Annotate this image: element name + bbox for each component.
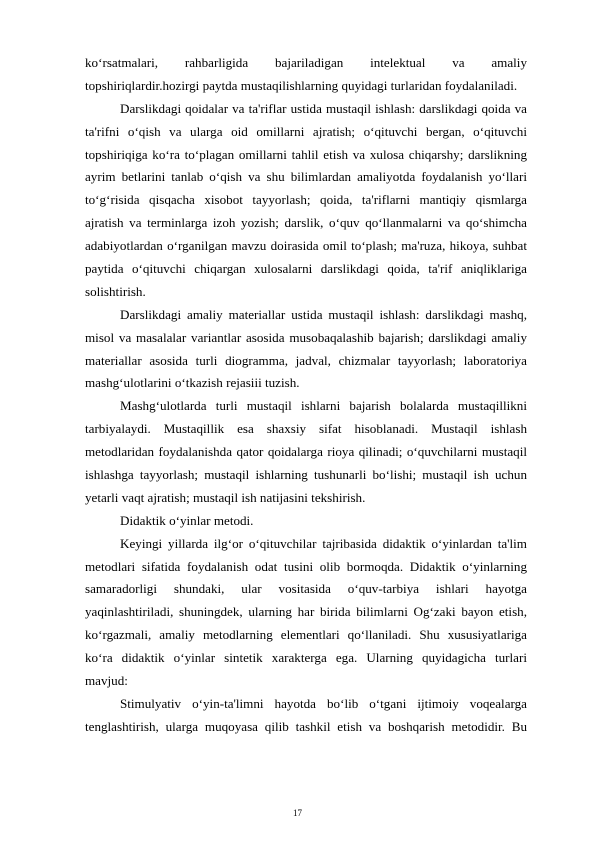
text-line: Keyingi yillarda ilg‘or o‘qituvchilar tajribasida didaktik o‘yinlardan ta'lim	[120, 535, 527, 551]
text-line: adabiyotlardan o‘rganilgan mavzu doirasida omil to‘plash; ma'ruza, hikoya, suhbat	[85, 238, 527, 254]
text-line: ajratish va terminlarga izoh yozish; darslik, o‘quv qo‘llanmalarni va qo‘shimcha	[85, 215, 527, 231]
text-line: metodlaridan foydalanishda qator qoidalarga rioya qilinadi; o‘quvchilarni mustaqil	[85, 444, 527, 460]
text-line: topshiriqlardir.hozirgi paytda mustaqilishlarning quyidagi turlaridan foydalaniladi.	[85, 77, 518, 93]
text-line: ko‘ra didaktik o‘yinlar sintetik xarakterga ega. Ularning quyidagicha turlari	[85, 650, 527, 666]
text-line: topshiriqiga ko‘ra to‘plagan omillarni tahlil etish va xulosa chiqarshy; darslikning	[85, 146, 527, 162]
text-line: mashg‘ulotlarini o‘tkazish rejasiii tuzish.	[85, 375, 300, 391]
text-line: Darslikdagi amaliy materiallar ustida mustaqil ishlash: darslikdagi mashq,	[120, 306, 527, 322]
page-number: 17	[293, 808, 302, 818]
text-line: paytida o‘qituvchi chiqargan xulosalarni darslikdagi qoida, ta'rif aniqliklariga	[85, 261, 527, 277]
text-line: yaqinlashtiriladi, shuningdek, ularning har birida bilimlarni Og‘zaki bayon etish,	[85, 604, 527, 620]
text-line: tarbiyalaydi. Mustaqillik esa shaxsiy sifat hisoblanadi. Mustaqil ishlash	[85, 421, 527, 437]
text-line: mavjud:	[85, 673, 128, 689]
text-line: Darslikdagi qoidalar va ta'riflar ustida mustaqil ishlash: darslikdagi qoida va	[120, 100, 527, 116]
text-line: Mashg‘ulotlarda turli mustaqil ishlarni bajarish bolalarda mustaqillikni	[120, 398, 527, 414]
section-heading: Didaktik o‘yinlar metodi.	[120, 512, 254, 528]
text-line: to‘g‘risida qisqacha xisobot tayyorlash; qoida, ta'riflarni mantiqiy qismlarga	[85, 192, 527, 208]
text-line: ayrim betlarini tanlab o‘qish va shu bilimlardan amaliyotda foydalanish yo‘llari	[85, 169, 527, 185]
text-line: Stimulyativ o‘yin-ta'limni hayotda bo‘lib o‘tgani ijtimoiy voqealarga	[120, 695, 527, 711]
text-line: ishlashga tayyorlash; mustaqil ishlarning tushunarli bo‘lishi; mustaqil ish uchun	[85, 467, 527, 483]
text-line: ko‘rsatmalari, rahbarligida bajariladigan intelektual va amaliy	[85, 55, 527, 70]
text-line: samaradorligi shundaki, ular vositasida o‘quv-tarbiya ishlari hayotga	[85, 581, 527, 597]
text-line: materiallar asosida turli diogramma, jadval, chizmalar tayyorlash; laboratoriya	[85, 352, 527, 368]
text-line: metodlari sifatida foydalanish odat tusini olib bormoqda. Didaktik o‘yinlarning	[85, 558, 527, 574]
text-line: misol va masalalar variantlar asosida musobaqalashib bajarish; darslikdagi amaliy	[85, 329, 527, 345]
text-line: ta'rifni o‘qish va ularga oid omillarni ajratish; o‘qituvchi bergan, o‘qituvchi	[85, 123, 527, 139]
text-line: tenglashtirish, ularga muqoyasa qilib tashkil etish va boshqarish metodidir. Bu	[85, 718, 527, 734]
document-body	[85, 52, 527, 739]
text-line: yetarli vaqt ajratish; mustaqil ish natijasini tekshirish.	[85, 489, 366, 505]
text-line: solishtirish.	[85, 283, 146, 299]
text-line: ko‘rgazmali, amaliy metodlarning elementlari qo‘llaniladi. Shu xususiyatlariga	[85, 627, 527, 643]
